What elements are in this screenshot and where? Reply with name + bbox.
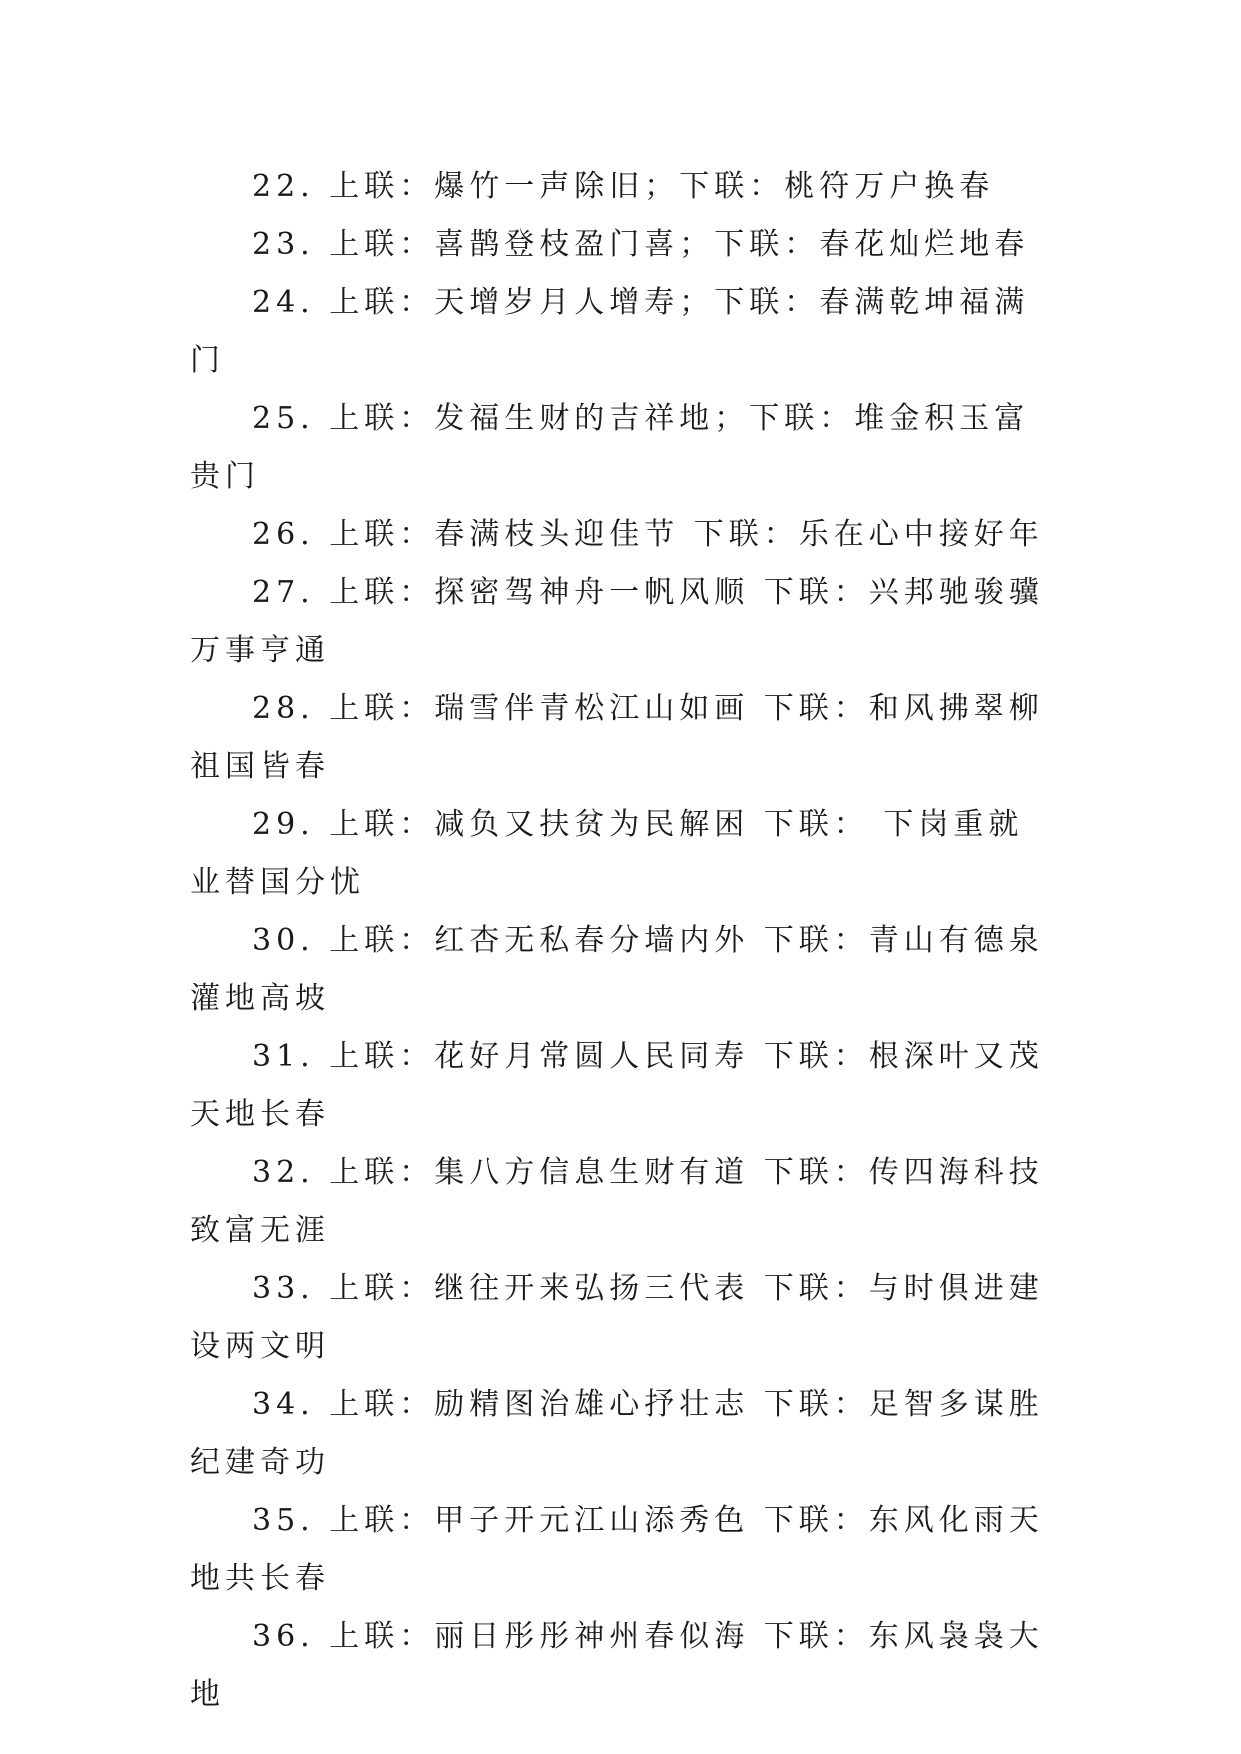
couplet-text: 33. 上联：继往开来弘扬三代表 下联：与时俱进建设两文明 [190,1271,1044,1364]
couplet-item-23 [190,216,1052,274]
couplet-item-34 [190,1376,1052,1492]
couplet-item-28 [190,680,1052,796]
couplet-item-24 [190,274,1052,390]
couplet-item-26 [190,506,1052,564]
couplet-item-30 [190,912,1052,1028]
couplet-item-29 [190,796,1052,912]
couplet-text: 26. 上联：春满枝头迎佳节 下联：乐在心中接好年 [252,517,1044,552]
couplet-item-31 [190,1028,1052,1144]
couplet-item-33 [190,1260,1052,1376]
couplet-list [190,158,1052,1724]
couplet-text: 36. 上联：丽日彤彤神州春似海 下联：东风袅袅大地 [190,1619,1044,1712]
couplet-item-27 [190,564,1052,680]
couplet-text: 24. 上联：天增岁月人增寿；下联：春满乾坤福满门 [190,285,1030,378]
couplet-text: 22. 上联：爆竹一声除旧；下联：桃符万户换春 [252,169,995,204]
couplet-text: 27. 上联：探密驾神舟一帆风顺 下联：兴邦驰骏骥万事亨通 [190,575,1044,668]
couplet-text: 34. 上联：励精图治雄心抒壮志 下联：足智多谋胜纪建奇功 [190,1387,1044,1480]
couplet-text: 23. 上联：喜鹊登枝盈门喜；下联：春花灿烂地春 [252,227,1030,262]
couplet-text: 35. 上联：甲子开元江山添秀色 下联：东风化雨天地共长春 [190,1503,1044,1596]
couplet-text: 31. 上联：花好月常圆人民同寿 下联：根深叶又茂天地长春 [190,1039,1044,1132]
couplet-item-35 [190,1492,1052,1608]
couplet-text: 30. 上联：红杏无私春分墙内外 下联：青山有德泉灌地高坡 [190,923,1044,1016]
couplet-text: 29. 上联：减负又扶贫为民解困 下联： 下岗重就业替国分忧 [190,807,1024,900]
couplet-item-25 [190,390,1052,506]
couplet-item-32 [190,1144,1052,1260]
couplet-item-22 [190,158,1052,216]
couplet-item-36 [190,1608,1052,1724]
couplet-text: 25. 上联：发福生财的吉祥地；下联：堆金积玉富贵门 [190,401,1030,494]
couplet-text: 28. 上联：瑞雪伴青松江山如画 下联：和风拂翠柳祖国皆春 [190,691,1044,784]
couplet-text: 32. 上联：集八方信息生财有道 下联：传四海科技致富无涯 [190,1155,1044,1248]
